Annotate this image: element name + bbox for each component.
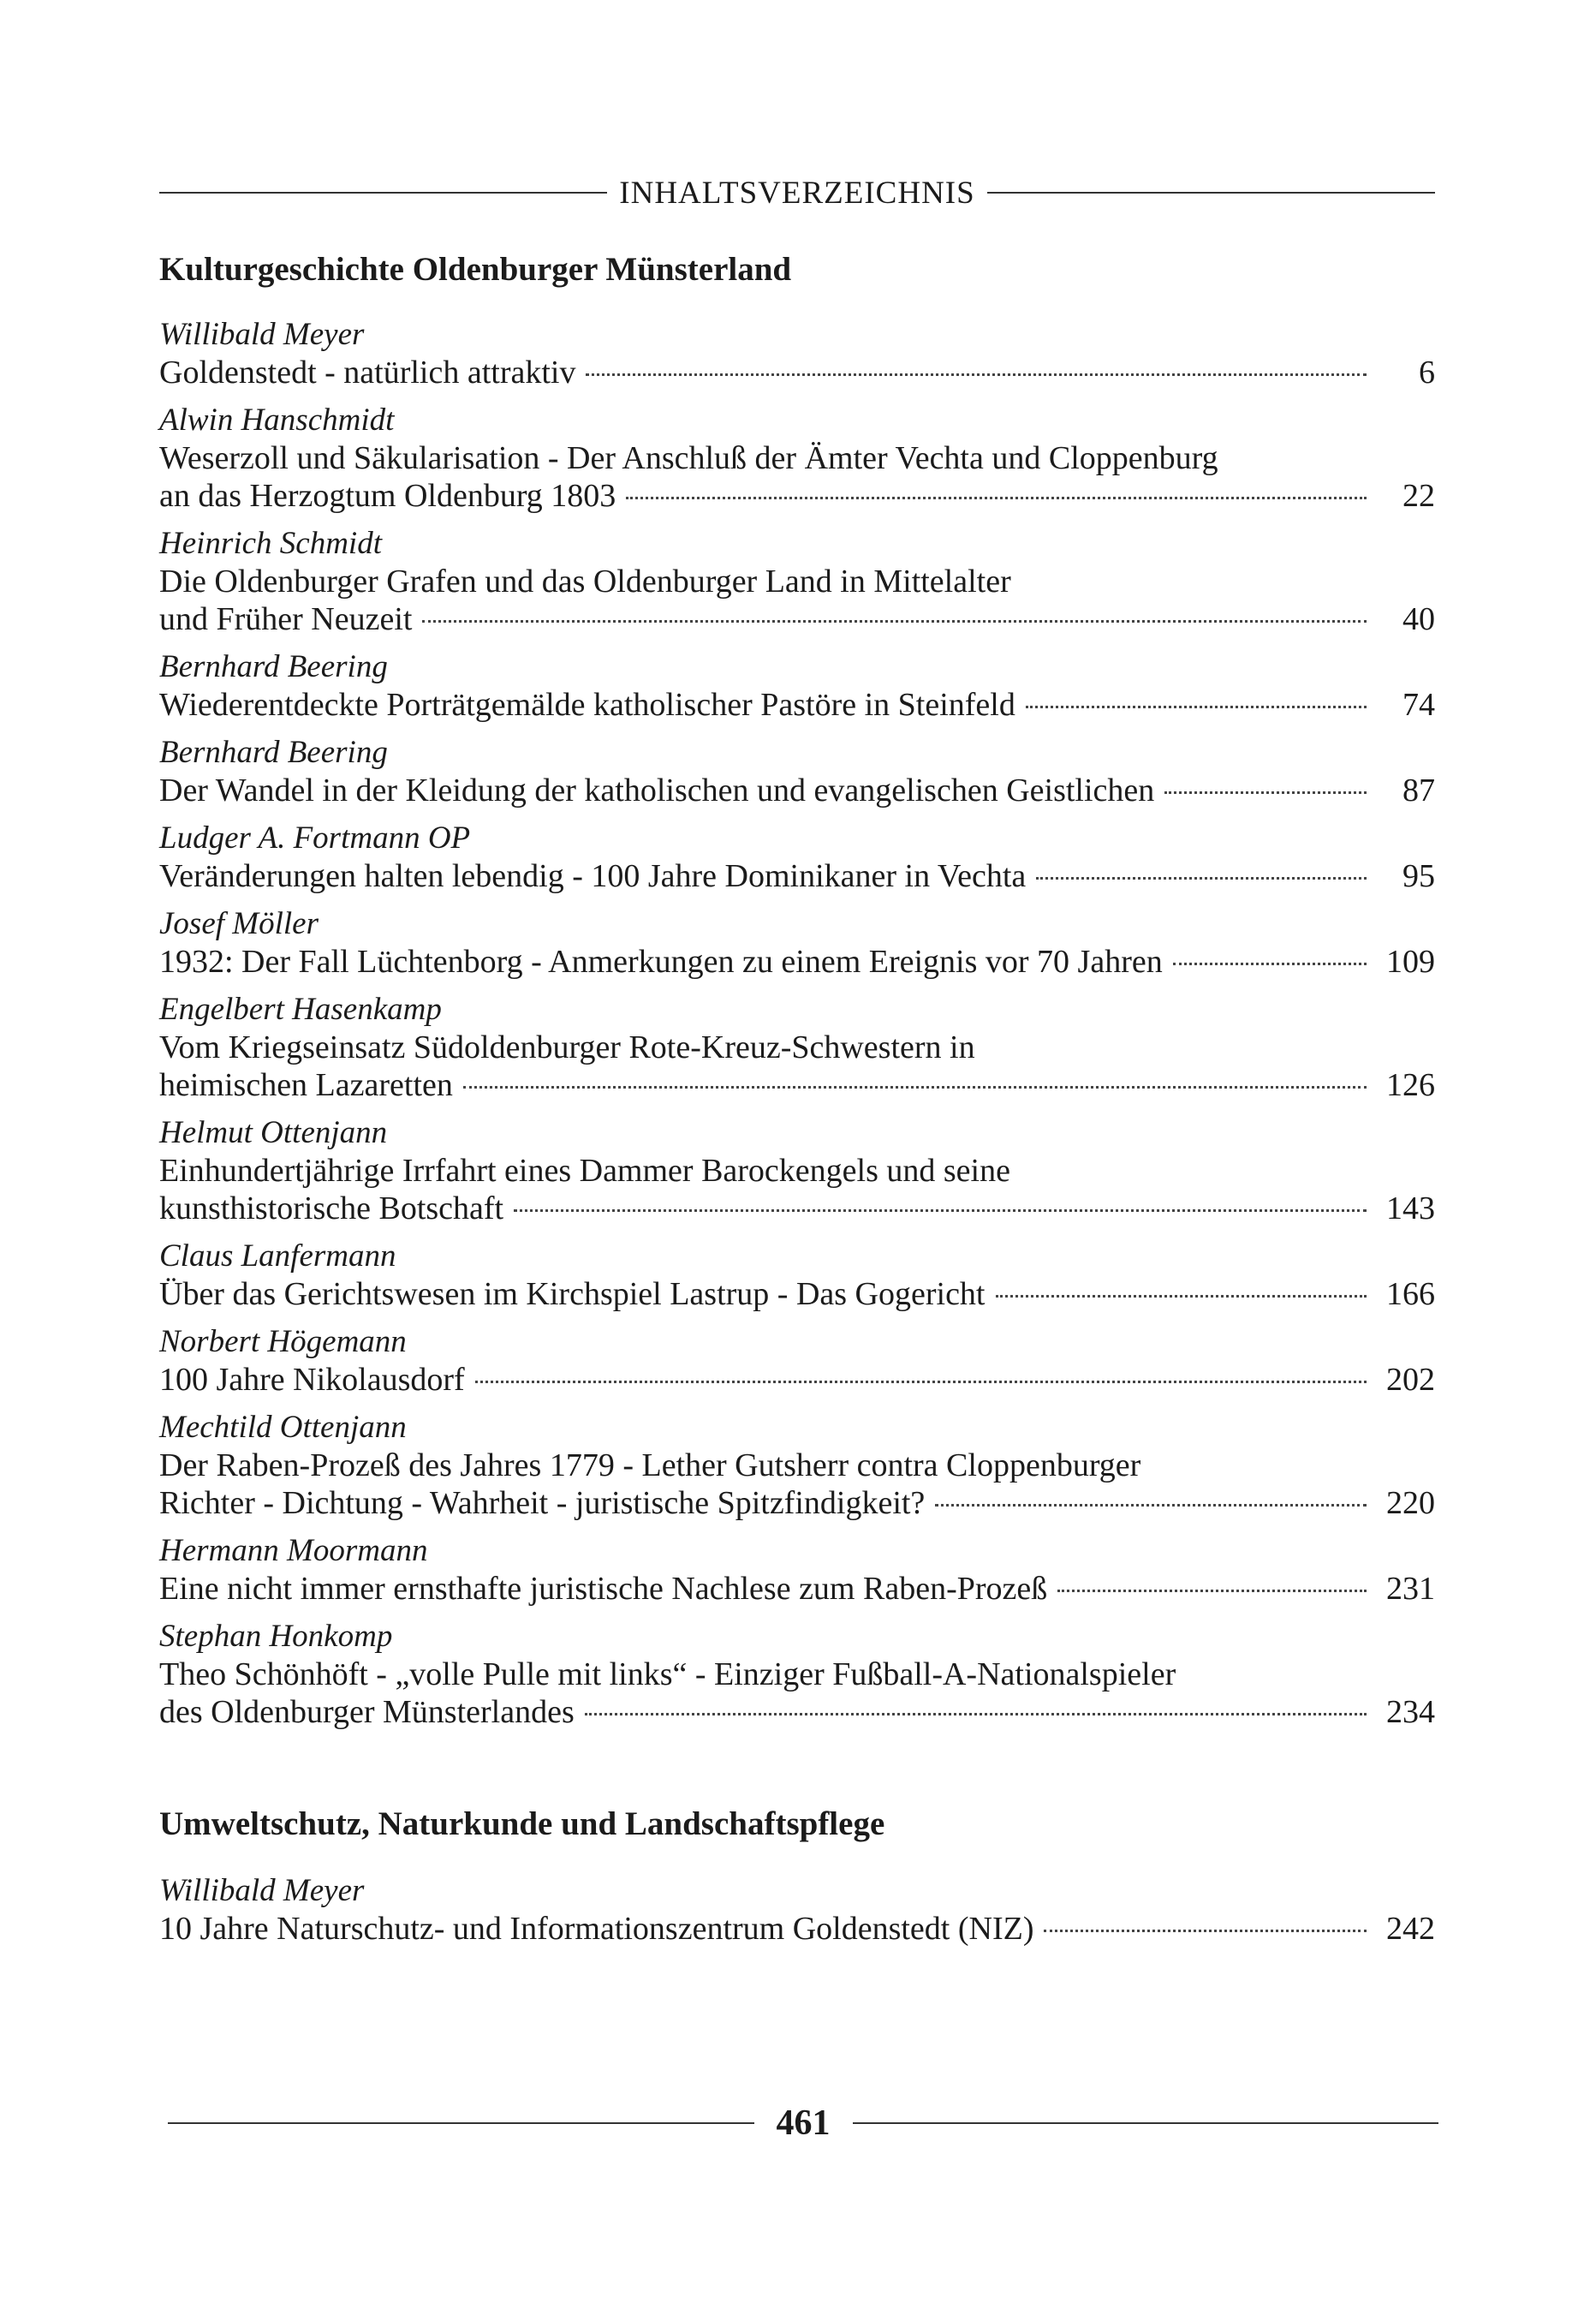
toc-entry[interactable]: [159, 820, 1435, 895]
table-of-contents: [159, 250, 1435, 1948]
entry-title-row: [159, 354, 1435, 391]
header-rule-right: [987, 192, 1435, 194]
entry-title-row: [159, 1275, 1435, 1313]
dot-leader: [586, 373, 1367, 376]
entry-author: Heinrich Schmidt: [159, 526, 382, 561]
toc-entry[interactable]: [159, 1114, 1435, 1227]
dot-leader: [626, 497, 1367, 499]
entry-title-line: 1932: Der Fall Lüchtenborg - Anmerkungen zu einem Ereignis vor 70 Jahren: [159, 944, 1163, 980]
entry-title-row: [159, 1066, 1435, 1104]
entry-author: Willibald Meyer: [159, 1873, 365, 1908]
entry-page-number: 6: [1419, 355, 1435, 391]
entry-page-number: 87: [1402, 773, 1435, 808]
entry-author: Bernhard Beering: [159, 735, 388, 770]
entry-title-line: Eine nicht immer ernsthafte juristische Nachlese zum Raben-Prozeß: [159, 1571, 1048, 1607]
toc-entry[interactable]: [159, 648, 1435, 724]
entry-page-number: 202: [1386, 1362, 1435, 1398]
header-rule-left: [159, 192, 607, 194]
entry-page-number: 231: [1386, 1571, 1435, 1607]
toc-page: [159, 171, 1435, 1958]
toc-entry[interactable]: [159, 1872, 1435, 1948]
entry-author: Stephan Honkomp: [159, 1619, 393, 1654]
page-number: 461: [776, 2103, 831, 2143]
toc-entry[interactable]: [159, 1618, 1435, 1731]
entry-title-row: [159, 1484, 1435, 1522]
toc-entry[interactable]: [159, 402, 1435, 515]
section-heading: Umweltschutz, Naturkunde und Landschaftspflege: [159, 1805, 885, 1842]
entry-title-row: [159, 1570, 1435, 1608]
entry-author: Bernhard Beering: [159, 649, 388, 684]
entry-title-line: Einhundertjährige Irrfahrt eines Dammer Barockengels und seine: [159, 1153, 1010, 1189]
entry-title-line: Weserzoll und Säkularisation - Der Anschluß der Ämter Vechta und Cloppenburg: [159, 440, 1218, 476]
toc-entry[interactable]: [159, 1238, 1435, 1313]
dot-leader: [1164, 791, 1367, 794]
entry-title-line: Der Raben-Prozeß des Jahres 1779 - Lether Gutsherr contra Cloppenburger: [159, 1447, 1141, 1483]
footer-rule-left: [168, 2122, 754, 2124]
dot-leader: [935, 1504, 1367, 1507]
entry-page-number: 220: [1386, 1485, 1435, 1521]
entry-author: Alwin Hanschmidt: [159, 403, 395, 438]
entry-author: Helmut Ottenjann: [159, 1115, 388, 1150]
toc-entry[interactable]: [159, 1409, 1435, 1522]
entry-title-row: [159, 477, 1435, 515]
entry-title-row: [159, 1190, 1435, 1227]
entry-page-number: 242: [1386, 1911, 1435, 1947]
entry-title-row: [159, 1910, 1435, 1948]
section-heading: Kulturgeschichte Oldenburger Münsterland: [159, 251, 792, 288]
entry-title-line: Vom Kriegseinsatz Südoldenburger Rote-Kreuz-Schwestern in: [159, 1029, 975, 1065]
page-header: [159, 171, 1435, 214]
entry-page-number: 40: [1402, 601, 1435, 637]
dot-leader: [422, 620, 1367, 623]
entry-author: Josef Möller: [159, 906, 319, 941]
entry-title-line: und Früher Neuzeit: [159, 601, 413, 637]
dot-leader: [1026, 706, 1367, 708]
page-title: INHALTSVERZEICHNIS: [619, 175, 975, 211]
entry-page-number: 143: [1386, 1190, 1435, 1226]
entry-title-line: Der Wandel in der Kleidung der katholischen und evangelischen Geistlichen: [159, 773, 1155, 808]
dot-leader: [996, 1295, 1367, 1298]
entry-title-line: Theo Schönhöft - „volle Pulle mit links“ - Einziger Fußball-A-Nationalspieler: [159, 1656, 1176, 1692]
dot-leader: [1036, 877, 1367, 880]
entry-page-number: 166: [1386, 1276, 1435, 1312]
entry-page-number: 234: [1386, 1694, 1435, 1730]
entry-title-row: [159, 1361, 1435, 1399]
entry-title-row: [159, 1693, 1435, 1731]
entry-title-line: Richter - Dichtung - Wahrheit - juristische Spitzfindigkeit?: [159, 1485, 926, 1521]
entry-author: Hermann Moormann: [159, 1533, 428, 1568]
entry-title-line: Goldenstedt - natürlich attraktiv: [159, 355, 576, 391]
footer-rule-right: [853, 2122, 1439, 2124]
entry-title-line: 10 Jahre Naturschutz- und Informationszentrum Goldenstedt (NIZ): [159, 1911, 1034, 1947]
toc-entry[interactable]: [159, 1532, 1435, 1608]
entry-title-line: kunsthistorische Botschaft: [159, 1190, 504, 1226]
dot-leader: [514, 1209, 1367, 1212]
entry-author: Ludger A. Fortmann OP: [159, 820, 471, 856]
toc-entry[interactable]: [159, 525, 1435, 638]
entry-title-line: Die Oldenburger Grafen und das Oldenburger Land in Mittelalter: [159, 564, 1011, 600]
entry-title-line: Veränderungen halten lebendig - 100 Jahre Dominikaner in Vechta: [159, 858, 1027, 894]
entry-title-line: des Oldenburger Münsterlandes: [159, 1694, 575, 1730]
entry-author: Mechtild Ottenjann: [159, 1410, 407, 1445]
entry-title-row: [159, 943, 1435, 981]
dot-leader: [1057, 1590, 1367, 1592]
entry-page-number: 22: [1402, 478, 1435, 514]
toc-entry[interactable]: [159, 734, 1435, 809]
toc-entry[interactable]: [159, 905, 1435, 981]
dot-leader: [1044, 1930, 1367, 1932]
entry-page-number: 95: [1402, 858, 1435, 894]
entry-page-number: 126: [1386, 1067, 1435, 1103]
entry-page-number: 74: [1402, 687, 1435, 723]
entry-title-row: [159, 686, 1435, 724]
entry-title-row: [159, 857, 1435, 895]
entry-author: Engelbert Hasenkamp: [159, 992, 442, 1027]
entry-title-row: [159, 600, 1435, 638]
entry-title-line: 100 Jahre Nikolausdorf: [159, 1362, 465, 1398]
toc-entry[interactable]: [159, 1323, 1435, 1399]
dot-leader: [585, 1713, 1367, 1715]
entry-title-line: an das Herzogtum Oldenburg 1803: [159, 478, 616, 514]
entry-title-line: Wiederentdeckte Porträtgemälde katholischer Pastöre in Steinfeld: [159, 687, 1015, 723]
dot-leader: [1173, 963, 1367, 965]
entry-title-line: Über das Gerichtswesen im Kirchspiel Lastrup - Das Gogericht: [159, 1276, 986, 1312]
toc-entry[interactable]: [159, 316, 1435, 391]
entry-title-row: [159, 772, 1435, 809]
page-footer: [168, 2100, 1438, 2146]
toc-entry[interactable]: [159, 991, 1435, 1104]
entry-title-line: heimischen Lazaretten: [159, 1067, 453, 1103]
entry-author: Claus Lanfermann: [159, 1238, 396, 1274]
entry-author: Willibald Meyer: [159, 317, 365, 352]
entry-author: Norbert Högemann: [159, 1324, 407, 1359]
dot-leader: [475, 1381, 1367, 1383]
dot-leader: [463, 1086, 1367, 1089]
entry-page-number: 109: [1386, 944, 1435, 980]
